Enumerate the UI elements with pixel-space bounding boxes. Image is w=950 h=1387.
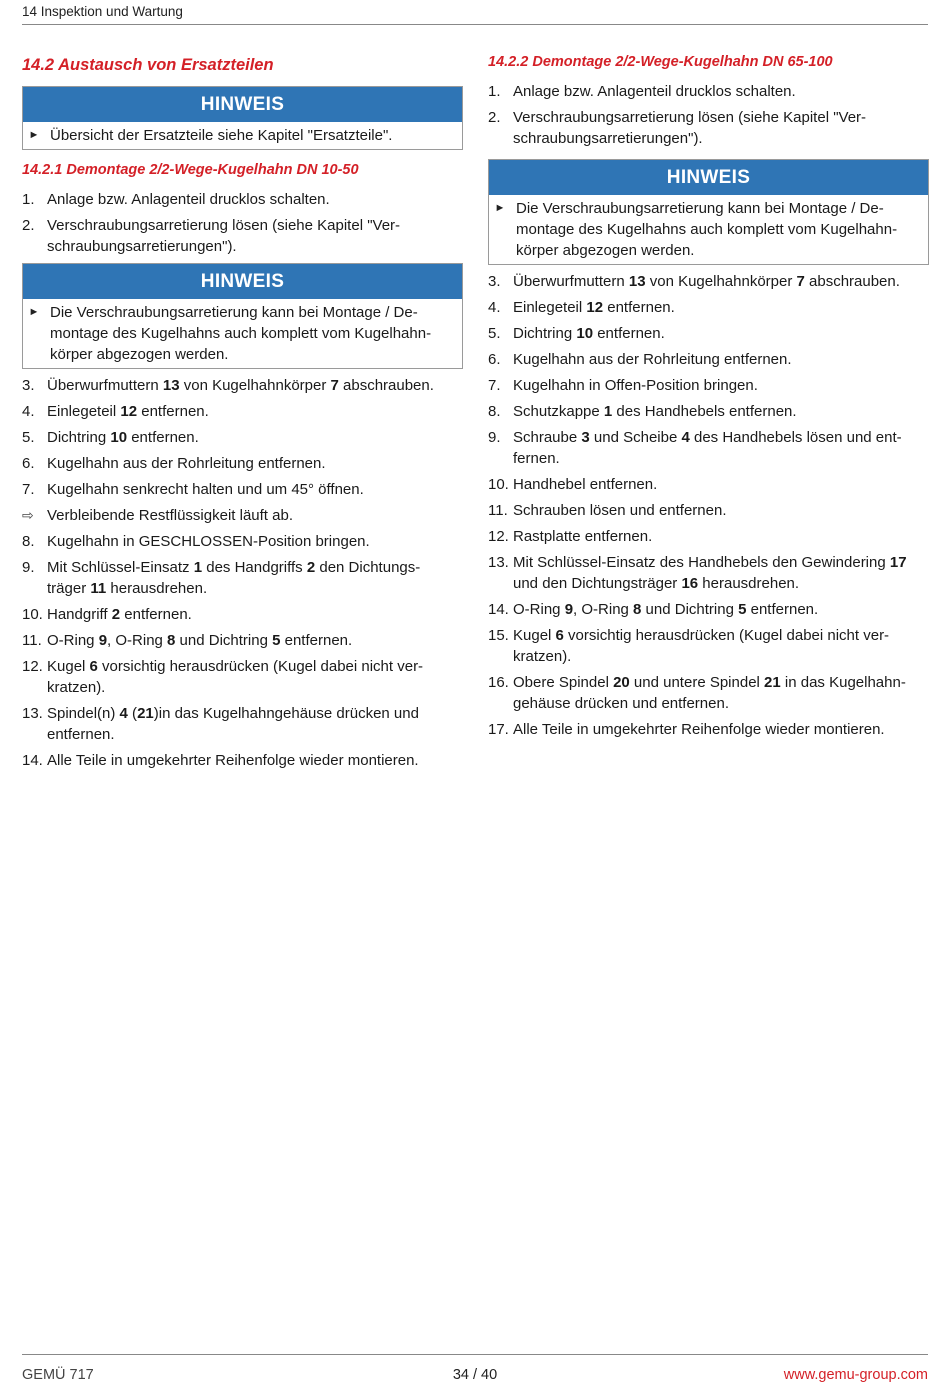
website-link[interactable]: www.gemu-group.com [783,1367,928,1383]
step-text: Kugelhahn in GESCHLOSSEN-Position bringen. [47,533,370,550]
step-text: Einlegeteil 12 entfernen. [513,299,675,316]
page-number: 34 / 40 [452,1367,498,1383]
steps-list [22,189,463,257]
notice-title: HINWEIS [23,87,462,122]
step-number: 8. [22,533,35,550]
step-text: Einlegeteil 12 entfernen. [47,403,209,420]
step-number: 7. [22,481,35,498]
step-text: Kugelhahn aus der Rohrleitung entfernen. [513,351,792,368]
step-text: Handhebel entfernen. [513,476,658,493]
step-number: 5. [22,429,35,446]
step-item [22,427,463,448]
notice-text: Die Verschraubungsarretierung kann bei Montage / De- montage des Kugelhahns auch komplett vom Kugelhahn- körper abgezogen werden. [50,304,432,363]
step-item [488,500,929,521]
step-number: 11. [22,632,42,649]
chapter-title: 14 Inspektion und Wartung [22,4,183,19]
step-item [22,656,463,698]
step-text: Kugel 6 vorsichtig herausdrücken (Kugel dabei nicht ver- kratzen). [513,627,890,665]
step-number: 14. [488,601,509,618]
step-number: 15. [488,627,509,644]
step-number: 9. [22,559,35,576]
notice-body [23,122,462,149]
step-item [488,349,929,370]
step-number: 3. [22,377,35,394]
product-name: GEMÜ 717 [22,1367,94,1383]
step-item [22,375,463,396]
notice-body [23,299,462,368]
step-number: 4. [22,403,35,420]
step-item [488,552,929,594]
step-number: 17. [488,721,509,738]
notice-text: Die Verschraubungsarretierung kann bei Montage / De- montage des Kugelhahns auch komplett vom Kugelhahn- körper abgezogen werden. [516,200,898,259]
step-number: 10. [22,606,43,623]
step-text: Überwurfmuttern 13 von Kugelhahnkörper 7 abschrauben. [513,273,900,290]
step-text: Überwurfmuttern 13 von Kugelhahnkörper 7 abschrauben. [47,377,434,394]
step-item [488,672,929,714]
step-number: 6. [488,351,501,368]
notice-box [488,159,929,265]
step-number: 13. [488,554,509,571]
step-item [488,625,929,667]
notice-title: HINWEIS [23,264,462,299]
steps-list [22,375,463,771]
step-text: Anlage bzw. Anlagenteil drucklos schalten. [513,83,796,100]
step-number: 2. [488,109,501,126]
step-item [22,750,463,771]
step-text: Anlage bzw. Anlagenteil drucklos schalten. [47,191,330,208]
step-item [22,189,463,210]
step-text: Kugelhahn in Offen-Position bringen. [513,377,758,394]
step-item [22,630,463,651]
step-number: 3. [488,273,501,290]
notice-body [489,195,928,264]
step-number: 7. [488,377,501,394]
step-item [22,604,463,625]
step-item [22,401,463,422]
step-item [22,453,463,474]
notice-box [22,86,463,150]
notice-text: Übersicht der Ersatzteile siehe Kapitel "Ersatzteile". [50,127,393,144]
subsection-title: 14.2.2 Demontage 2/2-Wege-Kugelhahn DN 65-100 [488,54,833,70]
step-item [22,557,463,599]
step-item [488,401,929,422]
step-text: Verschraubungsarretierung lösen (siehe Kapitel "Ver- schraubungsarretierungen"). [513,109,867,147]
triangle-bullet-icon: ► [494,202,506,214]
step-number: 12. [488,528,509,545]
step-text: Verschraubungsarretierung lösen (siehe Kapitel "Ver- schraubungsarretierungen"). [47,217,401,255]
step-number: 5. [488,325,501,342]
step-text: O-Ring 9, O-Ring 8 und Dichtring 5 entfernen. [47,632,353,649]
step-text: Handgriff 2 entfernen. [47,606,192,623]
step-text: Dichtring 10 entfernen. [513,325,665,342]
triangle-bullet-icon: ► [28,129,40,141]
step-text: Dichtring 10 entfernen. [47,429,199,446]
step-text: Spindel(n) 4 (21)in das Kugelhahngehäuse drücken und entfernen. [47,705,419,743]
step-text: O-Ring 9, O-Ring 8 und Dichtring 5 entfernen. [513,601,819,618]
left-column [22,52,463,777]
step-item [22,479,463,500]
step-text: Mit Schlüssel-Einsatz 1 des Handgriffs 2 den Dichtungs- träger 11 herausdrehen. [47,559,421,597]
step-number: 4. [488,299,501,316]
page-header [22,4,928,25]
result-item [22,505,463,526]
step-item [22,703,463,745]
result-arrow-icon: ⇨ [22,507,34,523]
step-item [488,375,929,396]
step-item [22,531,463,552]
notice-box [22,263,463,369]
step-number: 10. [488,476,509,493]
step-item [488,427,929,469]
step-text: Schutzkappe 1 des Handhebels entfernen. [513,403,797,420]
step-number: 16. [488,674,509,691]
steps-list [488,271,929,740]
step-number: 9. [488,429,501,446]
step-number: 12. [22,658,43,675]
step-text: Schraube 3 und Scheibe 4 des Handhebels lösen und ent- fernen. [513,429,902,467]
step-text: Verbleibende Restflüssigkeit läuft ab. [47,507,293,524]
step-text: Rastplatte entfernen. [513,528,653,545]
step-item [488,271,929,292]
section-title: 14.2 Austausch von Ersatzteilen [22,56,274,74]
step-item [488,599,929,620]
step-text: Obere Spindel 20 und untere Spindel 21 in das Kugelhahn- gehäuse drücken und entfernen. [513,674,906,712]
right-column [488,52,929,746]
step-text: Schrauben lösen und entfernen. [513,502,727,519]
step-item [488,474,929,495]
step-text: Kugelhahn senkrecht halten und um 45° öffnen. [47,481,364,498]
step-number: 2. [22,217,35,234]
step-number: 13. [22,705,43,722]
step-number: 1. [22,191,35,208]
step-text: Alle Teile in umgekehrter Reihenfolge wieder montieren. [513,721,885,738]
step-number: 6. [22,455,35,472]
subsection-title: 14.2.1 Demontage 2/2-Wege-Kugelhahn DN 10-50 [22,162,359,178]
step-item [488,526,929,547]
step-number: 11. [488,502,508,519]
steps-list [488,81,929,149]
step-number: 1. [488,83,501,100]
step-item [488,297,929,318]
step-item [488,81,929,102]
step-number: 8. [488,403,501,420]
step-text: Kugel 6 vorsichtig herausdrücken (Kugel dabei nicht ver- kratzen). [47,658,424,696]
step-item [488,107,929,149]
step-item [22,215,463,257]
step-text: Alle Teile in umgekehrter Reihenfolge wieder montieren. [47,752,419,769]
step-text: Kugelhahn aus der Rohrleitung entfernen. [47,455,326,472]
step-text: Mit Schlüssel-Einsatz des Handhebels den Gewindering 17 und den Dichtungsträger 16 herausdrehen. [513,554,907,592]
step-item [488,719,929,740]
page-footer [22,1354,928,1385]
notice-title: HINWEIS [489,160,928,195]
step-item [488,323,929,344]
step-number: 14. [22,752,43,769]
triangle-bullet-icon: ► [28,306,40,318]
